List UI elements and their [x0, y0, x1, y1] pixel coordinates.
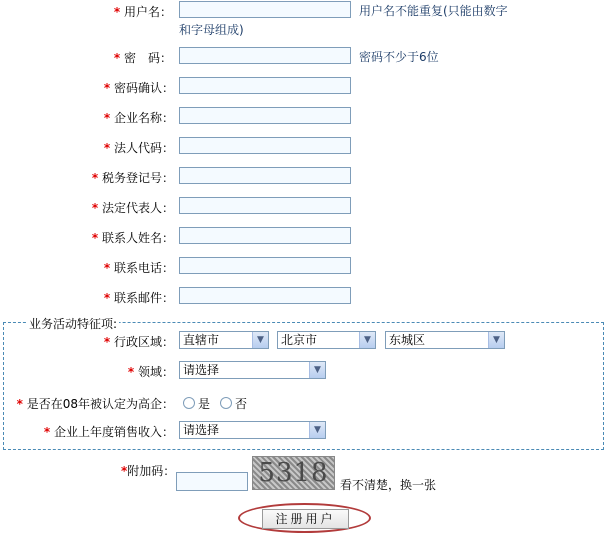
radio-yes[interactable] — [183, 397, 195, 409]
contact-email-input[interactable] — [179, 287, 351, 304]
hightech-label — [17, 395, 174, 412]
confirm-password-label-text: 密码确认： — [113, 81, 174, 95]
revenue-label-text: 企业上年度销售收入： — [53, 425, 174, 439]
revenue-selected-value: 请选择 — [183, 423, 220, 437]
hightech-yes-option[interactable] — [183, 395, 210, 412]
region-row — [0, 331, 607, 351]
required-mark: * — [91, 201, 99, 215]
company-name-label-text: 企业名称： — [113, 111, 174, 125]
tax-no-label — [92, 169, 174, 186]
username-label-text: 用户名： — [123, 5, 172, 19]
required-mark: * — [103, 141, 111, 155]
captcha-image[interactable] — [252, 456, 335, 490]
domain-select[interactable] — [179, 361, 326, 379]
region-level1-value: 直辖市 — [183, 333, 220, 347]
tax-no-label-text: 税务登记号： — [101, 171, 174, 185]
required-mark: * — [91, 231, 99, 245]
contact-phone-input[interactable] — [179, 257, 351, 274]
password-label — [114, 49, 172, 66]
hightech-no-option[interactable] — [220, 395, 247, 412]
contact-email-row — [0, 287, 607, 307]
required-mark: * — [16, 397, 23, 411]
chevron-down-icon: ▼ — [488, 332, 504, 348]
company-name-label — [104, 109, 174, 126]
region-level1-select[interactable] — [179, 331, 269, 349]
captcha-code: 5318 — [258, 458, 329, 488]
captcha-label — [121, 462, 175, 479]
contact-phone-label — [104, 259, 174, 276]
password-label-text: 密 码： — [123, 51, 172, 65]
contact-name-row — [0, 227, 607, 247]
legal-rep-input[interactable] — [179, 197, 351, 214]
legal-code-label-text: 法人代码： — [113, 141, 174, 155]
company-name-input[interactable] — [179, 107, 351, 124]
password-input[interactable] — [179, 47, 351, 64]
username-row — [0, 1, 607, 21]
required-mark: * — [43, 425, 51, 439]
confirm-password-input[interactable] — [179, 77, 351, 94]
hightech-yes-label: 是 — [198, 397, 211, 411]
region-level2-select[interactable] — [277, 331, 376, 349]
required-mark: * — [91, 171, 99, 185]
domain-selected-value: 请选择 — [183, 363, 220, 377]
legal-code-label — [104, 139, 174, 156]
revenue-row — [0, 421, 607, 441]
domain-label — [128, 363, 174, 380]
chevron-down-icon: ▼ — [252, 332, 268, 348]
required-mark: * — [113, 51, 121, 65]
password-hint: 密码不少于6位 — [359, 50, 439, 64]
chevron-down-icon: ▼ — [309, 362, 325, 378]
legal-code-input[interactable] — [179, 137, 351, 154]
region-level3-value: 东城区 — [389, 333, 426, 347]
contact-name-input[interactable] — [179, 227, 351, 244]
required-mark: * — [113, 5, 121, 19]
username-hint-line1: 用户名不能重复(只能由数字 — [359, 4, 508, 18]
legal-rep-label-text: 法定代表人： — [101, 201, 174, 215]
username-label — [114, 3, 172, 20]
company-name-row — [0, 107, 607, 127]
contact-email-label-text: 联系邮件： — [113, 291, 174, 305]
chevron-down-icon: ▼ — [309, 422, 325, 438]
region-level3-select[interactable] — [385, 331, 505, 349]
required-mark: * — [103, 81, 111, 95]
required-mark: * — [103, 261, 111, 275]
region-label — [104, 333, 174, 350]
required-mark: * — [127, 365, 135, 379]
section-legend: 业务活动特征项: — [29, 317, 118, 331]
legal-rep-row — [0, 197, 607, 217]
confirm-password-row — [0, 77, 607, 97]
confirm-password-label — [104, 79, 174, 96]
contact-name-label — [92, 229, 174, 246]
required-mark: * — [103, 111, 111, 125]
tax-no-row — [0, 167, 607, 187]
contact-name-label-text: 联系人姓名： — [101, 231, 174, 245]
legal-code-row — [0, 137, 607, 157]
required-mark: * — [121, 464, 128, 478]
contact-phone-row — [0, 257, 607, 277]
username-hint — [359, 3, 508, 20]
domain-row — [0, 361, 607, 381]
contact-phone-label-text: 联系电话： — [113, 261, 174, 275]
contact-email-label — [104, 289, 174, 306]
submit-highlight — [238, 503, 371, 533]
username-input[interactable] — [179, 1, 351, 18]
password-row — [0, 47, 607, 67]
captcha-refresh-link[interactable]: 看不清楚，换一张 — [340, 478, 437, 492]
revenue-label — [44, 423, 174, 440]
region-label-text: 行政区域： — [113, 335, 174, 349]
username-hint-line2: 和字母组成) — [179, 23, 244, 37]
register-button[interactable]: 注册用户 — [262, 509, 349, 529]
hightech-row — [0, 393, 607, 413]
captcha-label-text: 附加码： — [127, 464, 176, 478]
chevron-down-icon: ▼ — [359, 332, 375, 348]
revenue-select[interactable] — [179, 421, 326, 439]
legal-rep-label — [92, 199, 174, 216]
required-mark: * — [103, 291, 111, 305]
hightech-no-label: 否 — [235, 397, 248, 411]
tax-no-input[interactable] — [179, 167, 351, 184]
hightech-label-text: 是否在08年被认定为高企： — [26, 397, 174, 411]
captcha-input[interactable] — [176, 472, 248, 491]
radio-no[interactable] — [220, 397, 232, 409]
region-level2-value: 北京市 — [281, 333, 318, 347]
domain-label-text: 领域： — [137, 365, 174, 379]
required-mark: * — [103, 335, 111, 349]
